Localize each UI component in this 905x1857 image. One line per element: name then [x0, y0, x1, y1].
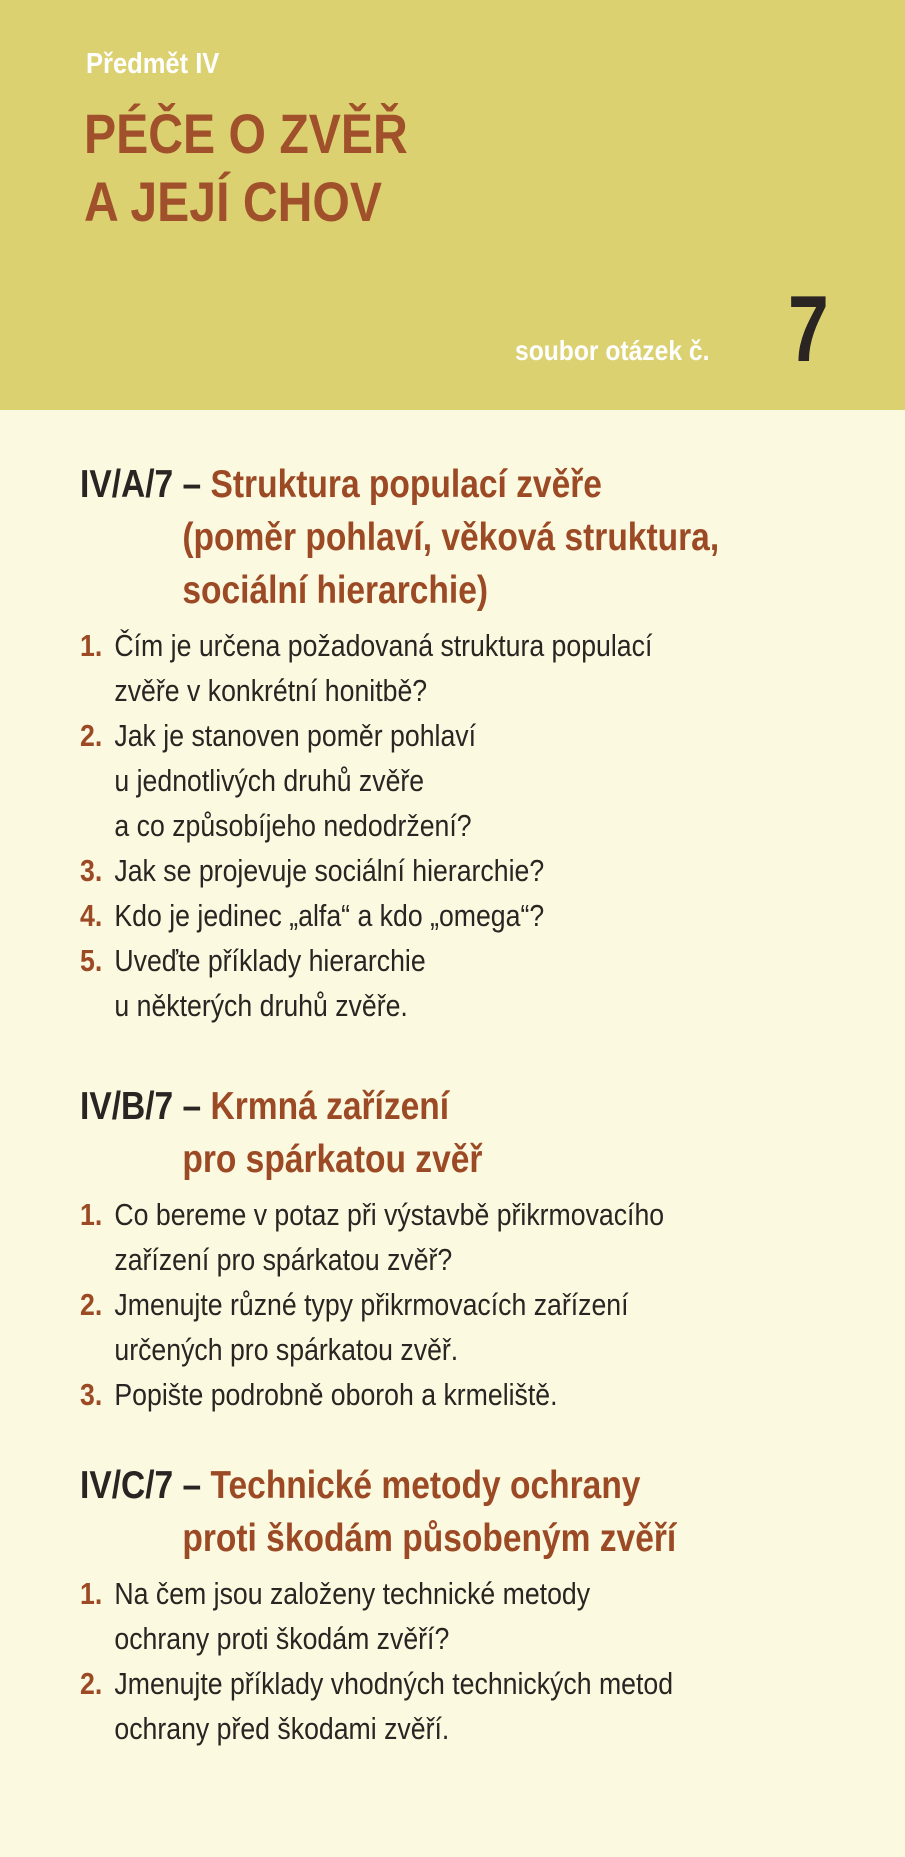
- question-text: Jak se projevuje sociální hierarchie?: [114, 853, 545, 888]
- question-number: 4.: [80, 898, 103, 933]
- question-item: [80, 893, 880, 938]
- title-line-2: A JEJÍ CHOV: [84, 170, 382, 233]
- question-text: Uveďte příklady hierarchie: [114, 943, 426, 978]
- question-text: u některých druhů zvěře.: [114, 988, 408, 1023]
- question-text: u jednotlivých druhů zvěře: [114, 763, 425, 798]
- question-item: [80, 848, 880, 893]
- question-number: 1.: [80, 1197, 103, 1232]
- question-list: [80, 623, 880, 1028]
- section-title-line: pro spárkatou zvěř: [182, 1138, 483, 1181]
- subject-label: Předmět IV: [86, 48, 220, 80]
- question-text: určených pro spárkatou zvěř.: [114, 1332, 459, 1367]
- question-number: 1.: [80, 628, 103, 663]
- section-title-line: sociální hierarchie): [182, 569, 489, 612]
- question-item: [80, 1192, 880, 1282]
- question-text: Popište podrobně oboroh a krmeliště.: [114, 1377, 558, 1412]
- question-list: [80, 1571, 880, 1751]
- question-text: Jmenujte příklady vhodných technických metod: [114, 1666, 674, 1701]
- section-code: IV/C/7: [80, 1464, 174, 1507]
- section-code: IV/A/7: [80, 463, 174, 506]
- question-list: [80, 1192, 880, 1417]
- question-item: [80, 623, 880, 713]
- question-text: Co bereme v potaz při výstavbě přikrmovacího: [114, 1197, 665, 1232]
- section-title-line: (poměr pohlaví, věková struktura,: [182, 516, 720, 559]
- question-number: 5.: [80, 943, 103, 978]
- section-heading: [80, 458, 880, 617]
- question-text: a co způsobíjeho nedodržení?: [114, 808, 472, 843]
- question-text: zvěře v konkrétní honitbě?: [114, 673, 428, 708]
- section-a: [80, 458, 880, 1028]
- question-number: 2.: [80, 718, 103, 753]
- page-title: [84, 100, 408, 236]
- question-text: Jmenujte různé typy přikrmovacích zařízení: [114, 1287, 629, 1322]
- question-item: [80, 1282, 880, 1372]
- section-b: [80, 1080, 880, 1417]
- question-text: Kdo je jedinec „alfa“ a kdo „omega“?: [114, 898, 545, 933]
- question-set-number: 7: [788, 276, 829, 381]
- title-line-1: PÉČE O ZVĚŘ: [84, 102, 408, 165]
- header-band: [0, 0, 905, 410]
- question-item: [80, 713, 880, 848]
- question-text: ochrany proti škodám zvěří?: [114, 1621, 450, 1656]
- question-set-label: soubor otázek č.: [515, 335, 710, 366]
- question-item: [80, 1571, 880, 1661]
- section-title-line: proti škodám působeným zvěří: [182, 1517, 677, 1560]
- section-code: IV/B/7: [80, 1085, 174, 1128]
- question-item: [80, 938, 880, 1028]
- question-text: Jak je stanoven poměr pohlaví: [114, 718, 477, 753]
- question-number: 3.: [80, 1377, 103, 1412]
- section-heading: [80, 1080, 880, 1186]
- section-dash: –: [182, 1464, 202, 1507]
- section-c: [80, 1459, 880, 1751]
- question-number: 2.: [80, 1287, 103, 1322]
- section-title-line: Technické metody ochrany: [210, 1464, 641, 1507]
- section-heading: [80, 1459, 880, 1565]
- section-dash: –: [182, 1085, 202, 1128]
- question-text: Čím je určena požadovaná struktura populací: [114, 628, 653, 663]
- question-number: 3.: [80, 853, 103, 888]
- question-item: [80, 1661, 880, 1751]
- question-text: Na čem jsou založeny technické metody: [114, 1576, 591, 1611]
- question-number: 2.: [80, 1666, 103, 1701]
- section-dash: –: [182, 463, 202, 506]
- section-title-line: Krmná zařízení: [210, 1085, 450, 1128]
- question-content: [80, 458, 880, 1751]
- section-title-line: Struktura populací zvěře: [210, 463, 602, 506]
- question-number: 1.: [80, 1576, 103, 1611]
- question-text: zařízení pro spárkatou zvěř?: [114, 1242, 453, 1277]
- question-text: ochrany před škodami zvěří.: [114, 1711, 450, 1746]
- question-item: [80, 1372, 880, 1417]
